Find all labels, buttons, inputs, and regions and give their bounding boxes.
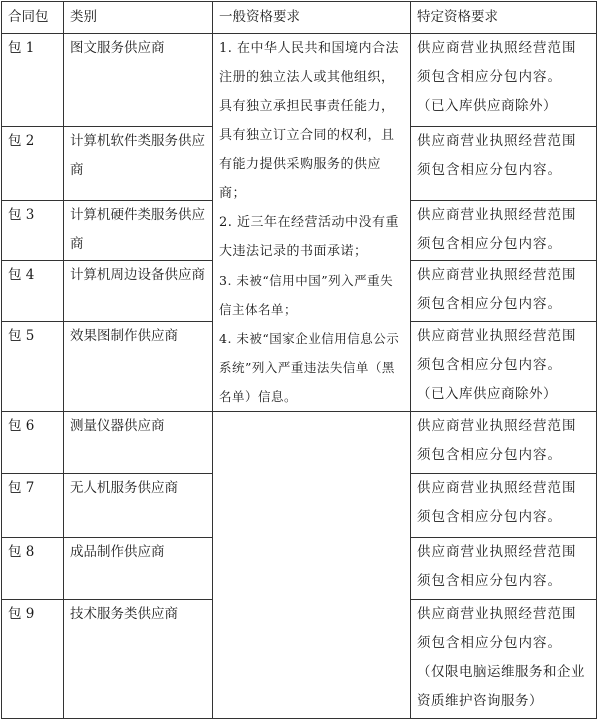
package-cell: 包 1 <box>2 34 64 127</box>
general-requirements-empty <box>213 412 411 474</box>
category-cell: 图文服务供应商 <box>64 34 213 127</box>
package-cell: 包 6 <box>2 412 64 474</box>
header-special: 特定资格要求 <box>411 2 597 34</box>
package-cell: 包 7 <box>2 474 64 538</box>
header-general: 一般资格要求 <box>213 2 411 34</box>
category-cell: 计算机硬件类服务供应商 <box>64 200 213 261</box>
special-requirement-cell <box>411 261 597 322</box>
special-requirement-text: 供应商营业执照经营范围须包含相应分包内容。 <box>417 40 577 85</box>
qualification-table <box>1 1 597 719</box>
package-cell: 包 4 <box>2 261 64 322</box>
general-requirements-empty <box>213 538 411 600</box>
table-row <box>2 412 597 474</box>
special-requirement-note: （已入库供应商除外） <box>417 386 557 403</box>
package-cell: 包 2 <box>2 126 64 200</box>
general-requirements-empty <box>213 474 411 538</box>
category-cell: 无人机服务供应商 <box>64 474 213 538</box>
special-requirement-cell <box>411 126 597 200</box>
special-requirement-text: 供应商营业执照经营范围须包含相应分包内容。 <box>417 206 577 252</box>
table-row <box>2 474 597 538</box>
package-cell: 包 3 <box>2 200 64 261</box>
category-cell: 测量仪器供应商 <box>64 412 213 474</box>
general-requirements-cell <box>213 34 411 412</box>
general-requirement-item: 1. 在中华人民共和国境内合法注册的独立法人或其他组织，具有独立承担民事责任能力，具有独立订立合同的权利，且有能力提供采购服务的供应商； <box>219 41 400 201</box>
special-requirement-cell <box>411 200 597 261</box>
category-cell: 计算机软件类服务供应商 <box>64 126 213 200</box>
special-requirement-note: （仅限电脑运维服务和企业资质维护咨询服务） <box>417 664 585 709</box>
special-requirement-text: 供应商营业执照经营范围须包含相应分包内容。 <box>417 544 577 589</box>
table-row <box>2 538 597 600</box>
special-requirement-note: （已入库供应商除外） <box>417 98 557 114</box>
header-category: 类别 <box>64 2 213 34</box>
special-requirement-text: 供应商营业执照经营范围须包含相应分包内容。 <box>417 267 577 313</box>
special-requirement-cell <box>411 412 597 474</box>
special-requirement-text: 供应商营业执照经营范围须包含相应分包内容。 <box>417 132 577 178</box>
package-cell: 包 5 <box>2 322 64 412</box>
special-requirement-cell <box>411 474 597 538</box>
special-requirement-text: 供应商营业执照经营范围须包含相应分包内容。 <box>417 480 577 525</box>
header-package: 合同包 <box>2 2 64 34</box>
general-requirements-empty <box>213 600 411 719</box>
special-requirement-text: 供应商营业执照经营范围须包含相应分包内容。 <box>417 418 577 463</box>
category-cell: 计算机周边设备供应商 <box>64 261 213 322</box>
special-requirement-text: 供应商营业执照经营范围须包含相应分包内容。 <box>417 328 577 374</box>
package-cell: 包 9 <box>2 600 64 719</box>
package-cell: 包 8 <box>2 538 64 600</box>
special-requirement-cell <box>411 322 597 412</box>
table-row <box>2 34 597 127</box>
category-cell: 技术服务类供应商 <box>64 600 213 719</box>
category-cell: 效果图制作供应商 <box>64 322 213 412</box>
category-cell: 成品制作供应商 <box>64 538 213 600</box>
special-requirement-text: 供应商营业执照经营范围须包含相应分包内容。 <box>417 606 577 651</box>
general-requirement-item: 2. 近三年在经营活动中没有重大违法记录的书面承诺； <box>219 215 400 259</box>
special-requirement-cell <box>411 538 597 600</box>
general-requirement-item: 4. 未被“国家企业信用信息公示系统”列入严重违法失信单（黑名单）信息。 <box>219 331 400 404</box>
table-row <box>2 600 597 719</box>
special-requirement-cell <box>411 600 597 719</box>
table-header-row <box>2 2 597 34</box>
general-requirement-item: 3. 未被“信用中国”列入严重失信主体名单； <box>219 273 394 317</box>
special-requirement-cell <box>411 34 597 127</box>
